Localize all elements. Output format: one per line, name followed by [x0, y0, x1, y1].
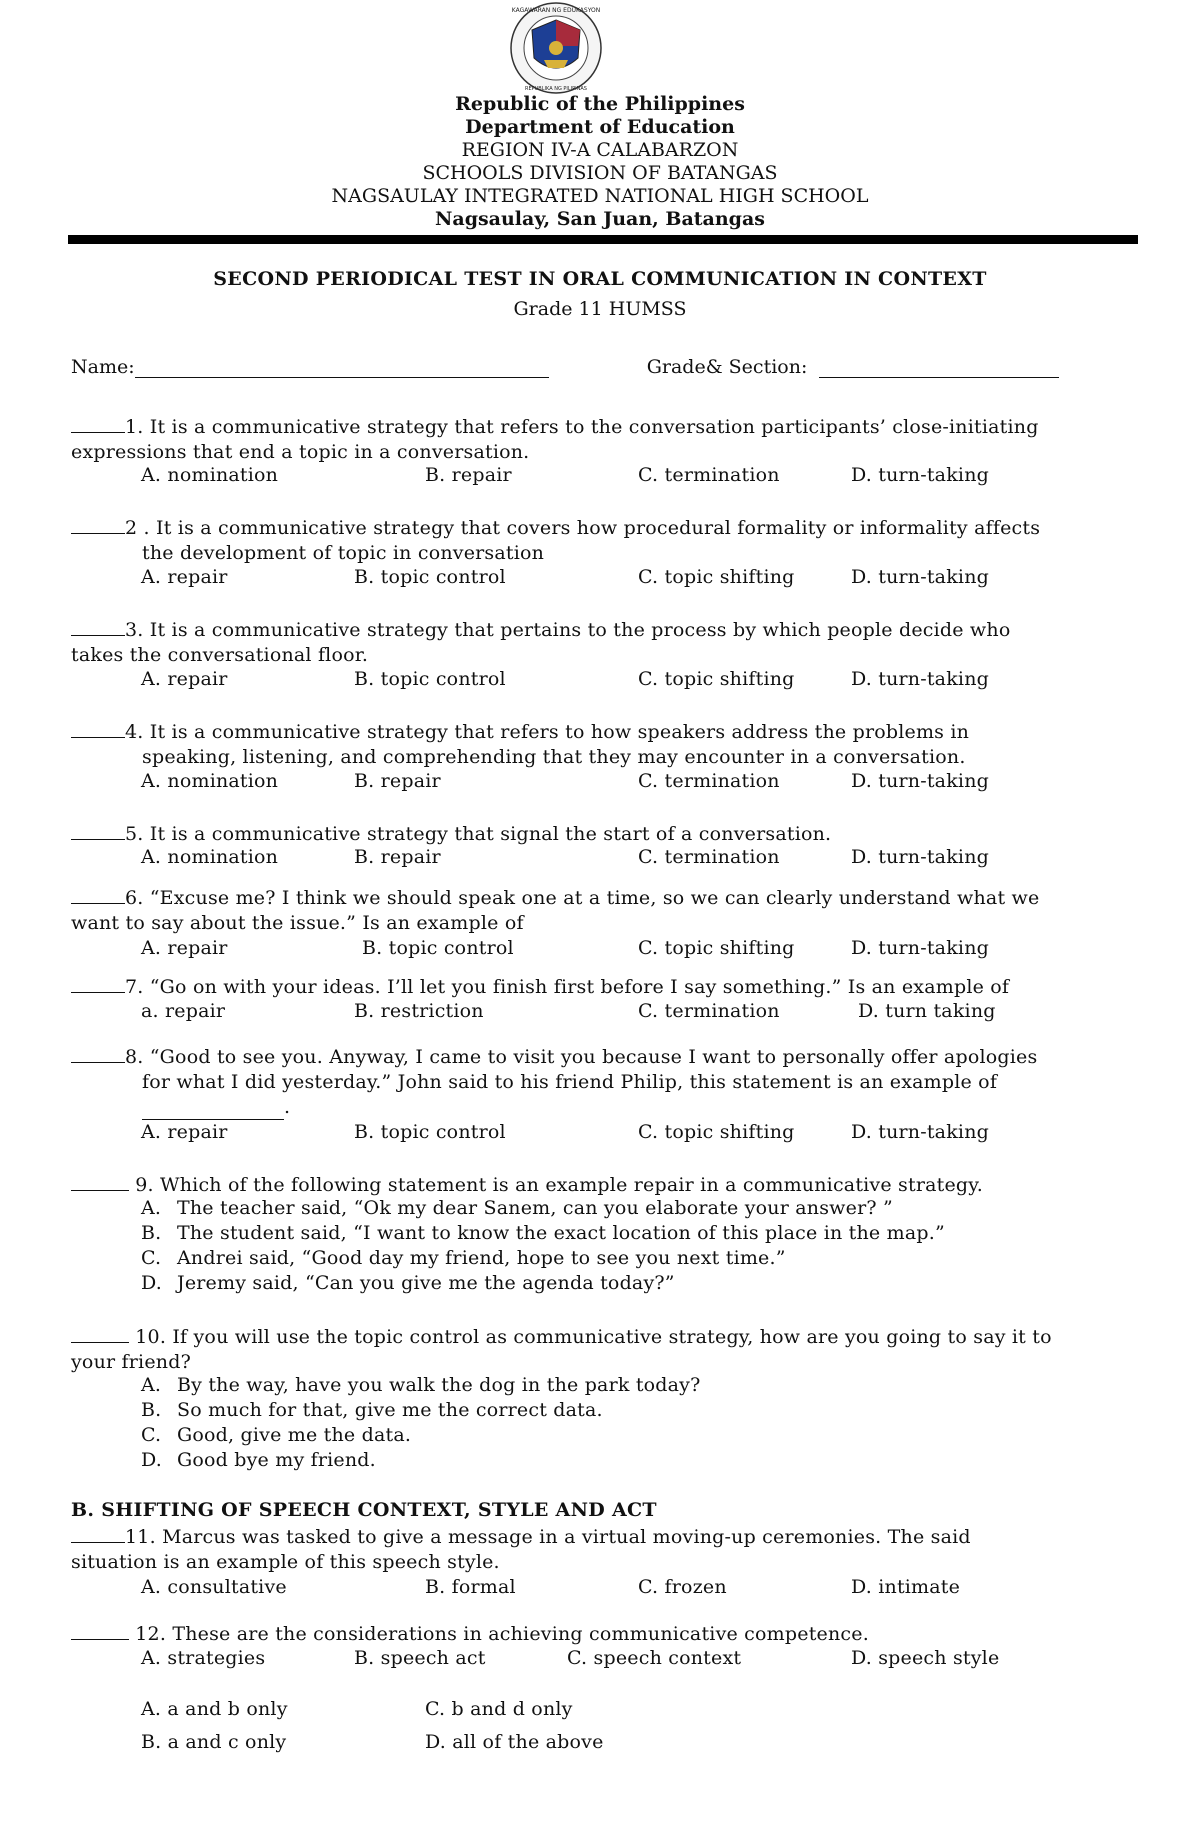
item-c: C. speech context [567, 1647, 742, 1669]
question-6: 6. “Excuse me? I think we should speak one at a time, so we can clearly understand what we want to say about the issue.” Is an example of [71, 887, 1040, 934]
name-label: Name: [71, 356, 135, 378]
option-a: A. repair [141, 668, 228, 690]
deped-seal [498, 2, 614, 98]
question-10: 10. If you will use the topic control as communicative strategy, how are you going to say it to your friend? [71, 1326, 1052, 1373]
answer-blank[interactable] [71, 617, 125, 636]
svg-text:REPUBLIKA NG PILIPINAS: REPUBLIKA NG PILIPINAS [525, 86, 587, 92]
question-5: 5. It is a communicative strategy that signal the start of a conversation. [71, 821, 1121, 847]
option-a: a. repair [141, 1000, 226, 1022]
option-c: C. topic shifting [638, 1121, 795, 1143]
name-field[interactable] [135, 359, 549, 378]
answer-blank[interactable] [71, 414, 125, 433]
option-d: D. all of the above [425, 1731, 604, 1753]
question-8: 8. “Good to see you. Anyway, I came to visit you because I want to personally offer apologies for what I did yesterday.” John said to his friend Philip, this statement is an example of . [71, 1044, 1121, 1120]
header-rule [68, 235, 1138, 244]
header-school: NAGSAULAY INTEGRATED NATIONAL HIGH SCHOOL [331, 185, 869, 207]
option-c: C. termination [638, 770, 780, 792]
question-9-option-a: A. The teacher said, “Ok my dear Sanem, can you elaborate your answer? ” [141, 1197, 893, 1219]
option-b: B. topic control [354, 668, 506, 690]
question-10-option-c: C. Good, give me the data. [141, 1424, 412, 1446]
answer-blank[interactable] [71, 821, 125, 840]
option-c: C. frozen [638, 1576, 727, 1598]
header-department: Department of Education [465, 116, 735, 138]
option-a: A. repair [141, 566, 228, 588]
option-b: B. topic control [354, 566, 506, 588]
option-b: B. restriction [354, 1000, 484, 1022]
test-title: SECOND PERIODICAL TEST IN ORAL COMMUNICATION IN CONTEXT [213, 268, 987, 290]
item-d: D. speech style [851, 1647, 1000, 1669]
option-d: D. turn-taking [851, 668, 989, 690]
question-10-option-d: D. Good bye my friend. [141, 1449, 376, 1471]
option-b: B. repair [354, 846, 441, 868]
answer-blank[interactable] [71, 1524, 125, 1543]
option-a: A. nomination [141, 770, 279, 792]
question-4: 4. It is a communicative strategy that refers to how speakers address the problems in speaking, listening, and comprehending that they may encounter in a conversation. [71, 719, 1121, 770]
question-12: 12. These are the considerations in achieving communicative competence. [71, 1621, 1121, 1647]
option-d: D. turn-taking [851, 566, 989, 588]
item-a: A. strategies [141, 1647, 266, 1669]
question-3: 3. It is a communicative strategy that pertains to the process by which people decide who takes the conversational floor. [71, 619, 1011, 666]
header-division: SCHOOLS DIVISION OF BATANGAS [422, 162, 778, 184]
option-b: B. repair [354, 770, 441, 792]
question-7: 7. “Go on with your ideas. I’ll let you finish first before I say something.” Is an example of [71, 974, 1121, 1000]
option-b: B. formal [425, 1576, 516, 1598]
test-grade: Grade 11 HUMSS [513, 298, 687, 320]
option-d: D. turn taking [858, 1000, 996, 1022]
option-d: D. turn-taking [851, 937, 989, 959]
section-b-heading: B. SHIFTING OF SPEECH CONTEXT, STYLE AND ACT [71, 1499, 657, 1521]
option-a: A. nomination [141, 846, 279, 868]
option-a: A. a and b only [141, 1698, 288, 1720]
option-c: C. termination [638, 1000, 780, 1022]
header-address: Nagsaulay, San Juan, Batangas [435, 208, 765, 230]
item-b: B. speech act [354, 1647, 486, 1669]
option-d: D. turn-taking [851, 846, 989, 868]
option-d: D. intimate [851, 1576, 961, 1598]
option-a: A. nomination [141, 464, 279, 486]
question-9-option-d: D. Jeremy said, “Can you give me the agenda today?” [141, 1272, 675, 1294]
answer-blank[interactable] [71, 1172, 129, 1191]
answer-blank[interactable] [71, 885, 125, 904]
question-1: 1. It is a communicative strategy that refers to the conversation participants’ close-initiating expressions that end a topic in a conversation. [71, 416, 1039, 463]
option-b: B. topic control [354, 1121, 506, 1143]
option-c: C. b and d only [425, 1698, 573, 1720]
answer-blank[interactable] [71, 1044, 125, 1063]
fill-in-blank[interactable] [142, 1101, 284, 1120]
option-a: A. repair [141, 937, 228, 959]
answer-blank[interactable] [71, 1324, 129, 1343]
question-10-option-b: B. So much for that, give me the correct data. [141, 1399, 603, 1421]
question-2: 2 . It is a communicative strategy that covers how procedural formality or informality affects the development of topic in conversation [71, 515, 1121, 566]
option-c: C. topic shifting [638, 937, 795, 959]
option-b: B. a and c only [141, 1731, 287, 1753]
answer-blank[interactable] [71, 1621, 129, 1640]
section-label: Grade& Section: [646, 356, 808, 378]
question-9-option-b: B. The student said, “I want to know the exact location of this place in the map.” [141, 1222, 945, 1244]
answer-blank[interactable] [71, 974, 125, 993]
option-b: B. repair [425, 464, 512, 486]
question-9: 9. Which of the following statement is an example repair in a communicative strategy. [71, 1172, 1121, 1198]
question-10-option-a: A. By the way, have you walk the dog in the park today? [141, 1374, 701, 1396]
answer-blank[interactable] [71, 515, 125, 534]
option-a: A. consultative [141, 1576, 287, 1598]
option-c: C. termination [638, 464, 780, 486]
option-d: D. turn-taking [851, 770, 989, 792]
section-field[interactable] [819, 359, 1059, 378]
option-b: B. topic control [362, 937, 514, 959]
answer-blank[interactable] [71, 719, 125, 738]
name-row [71, 356, 1059, 378]
question-11: 11. Marcus was tasked to give a message in a virtual moving-up ceremonies. The said situation is an example of this speech style. [71, 1526, 971, 1573]
svg-text:KAGAWARAN NG EDUKASYON: KAGAWARAN NG EDUKASYON [511, 7, 601, 14]
option-d: D. turn-taking [851, 1121, 989, 1143]
option-a: A. repair [141, 1121, 228, 1143]
option-c: C. topic shifting [638, 668, 795, 690]
option-c: C. termination [638, 846, 780, 868]
header-country: Republic of the Philippines [455, 93, 745, 115]
option-c: C. topic shifting [638, 566, 795, 588]
option-d: D. turn-taking [851, 464, 989, 486]
header-region: REGION IV-A CALABARZON [461, 139, 739, 161]
question-9-option-c: C. Andrei said, “Good day my friend, hope to see you next time.” [141, 1247, 786, 1269]
